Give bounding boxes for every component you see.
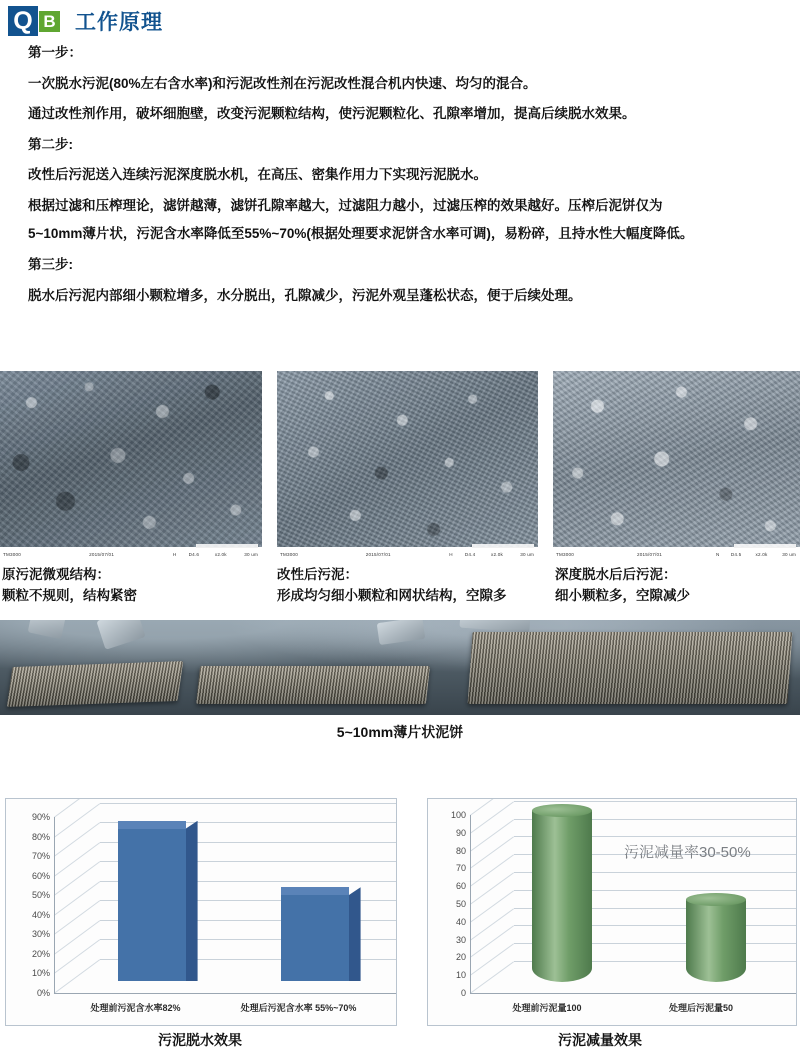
chart-caption-row (0, 1030, 800, 1056)
chart-y-tick-label: 90 (455, 827, 466, 838)
chart-depth-line (54, 959, 101, 994)
chart-y-tick-label: 20 (455, 952, 466, 963)
chart-y-tick-label: 0% (36, 988, 50, 998)
sem-image-2 (277, 371, 538, 561)
sem-scale-1: 30 um (244, 552, 258, 557)
chart-depth-line (470, 943, 515, 976)
chart-y-tick-label: 30 (455, 934, 466, 945)
chart-bar-body (686, 899, 746, 982)
chart-depth-line (54, 861, 101, 896)
sem-mode-3: N (716, 552, 720, 557)
chart-dewatering (5, 798, 397, 1026)
chart-depth-line (54, 940, 101, 975)
chart-depth-line (470, 819, 515, 852)
chart-bar-side (349, 887, 361, 981)
chart-y-tick-label: 70 (455, 863, 466, 874)
sem-caption-2-line-1: 改性后污泥： (277, 567, 358, 582)
sem-caption-1-line-2: 颗粒不规则，结构紧密 (2, 587, 137, 603)
chart-y-tick-label: 70% (31, 851, 50, 862)
chart-y-tick-label: 0 (460, 988, 466, 998)
sem-infobar-1 (0, 548, 262, 561)
body-text (28, 43, 773, 316)
chart-y-tick-label: 30% (31, 929, 50, 940)
chart-bar-top (686, 893, 746, 906)
sem-infobar-2 (277, 548, 538, 561)
chart-depth-line (470, 961, 515, 994)
sem-mode-1: H (172, 552, 177, 557)
sem-caption-3-line-1: 深度脱水后后污泥： (555, 567, 677, 582)
sem-image-1 (0, 371, 262, 561)
chart-annotation: 污泥减量率30-50% (624, 844, 751, 861)
chart-depth-line (470, 908, 515, 941)
charts-row (0, 798, 800, 1024)
paragraph-step-1-line-1: 一次脱水污泥(80%左右含水率)和污泥改性剂在污泥改性混合机内快速、均匀的混合。 (28, 75, 537, 91)
sem-mode-2: H (449, 552, 453, 557)
chart-x-tick-label: 处理前污泥含水率82% (90, 1003, 181, 1013)
chart-y-tick-label: 20% (31, 948, 50, 959)
page-title: 工作原理 (75, 11, 163, 34)
chart-depth-line (54, 803, 101, 838)
paragraph-step-2-heading: 第二步: (28, 136, 73, 152)
chart-y-axis (54, 817, 55, 993)
sem-micrograph-3 (553, 371, 800, 547)
sem-caption-3 (555, 565, 690, 607)
sem-date-2: 2015/07/01 (365, 552, 391, 557)
chart-y-axis (470, 815, 471, 993)
sem-caption-1-line-1: 原污泥微观结构： (2, 567, 110, 582)
chart-depth-line (54, 822, 101, 857)
chart-depth-line (470, 801, 515, 834)
sem-date-1: 2015/07/01 (89, 552, 115, 557)
chart-y-tick-label: 90% (31, 812, 50, 822)
chart-bar (281, 887, 349, 981)
chart-y-tick-label: 80% (31, 831, 50, 842)
chart-depth-line (54, 900, 101, 935)
sem-caption-1 (2, 565, 137, 607)
chart-y-tick-label: 60 (455, 881, 466, 892)
paragraph-step-2-line-2: 根据过滤和压榨理论，滤饼越薄，滤饼孔隙率越大，过滤阻力越小，过滤压榨的效果越好。压榨后泥饼仅为 (28, 197, 663, 213)
sludge-cake-image (0, 620, 800, 715)
chart-depth-line (470, 799, 515, 816)
chart-y-tick-label: 40% (31, 909, 50, 920)
chart-bar (118, 821, 186, 981)
paragraph-step-1-heading: 第一步： (28, 45, 82, 60)
chart-bar-body (532, 810, 592, 982)
chart-gridline (514, 801, 796, 802)
page-header (8, 6, 163, 36)
chart-caption-left: 污泥脱水效果 (158, 1032, 242, 1048)
chart-bar-front (281, 895, 349, 981)
sem-scale-2: 30 um (520, 552, 534, 557)
chart-depth-line (470, 854, 515, 887)
chart-x-tick-label: 处理前污泥量100 (512, 1003, 582, 1013)
chart-y-tick-label: 10% (31, 968, 50, 979)
chart-y-tick-label: 50% (31, 890, 50, 901)
paragraph-step-2-line-1: 改性后污泥送入连续污泥深度脱水机，在高压、密集作用力下实现污泥脱水。 (28, 167, 487, 183)
logo-q-icon: Q (8, 6, 38, 36)
chart-y-tick-labels (428, 799, 466, 1025)
chart-y-tick-label: 40 (455, 916, 466, 927)
sem-model-1: TM3000 (3, 552, 22, 557)
sem-model-3: TM3000 (556, 552, 575, 557)
sem-mag-1: x2.0k (214, 552, 227, 557)
chart-x-tick-label: 处理后污泥含水率 55%~70% (240, 1003, 357, 1013)
paragraph-step-2-line-3: 5~10mm薄片状，污泥含水率降低至55%~70%(根据处理要求泥饼含水率可调)，易粉碎，且持水性大幅度降低。 (28, 226, 694, 242)
chart-gridline (100, 803, 396, 804)
sem-caption-3-line-2: 细小颗粒多，空隙减少 (555, 587, 690, 603)
sludge-cake-slab-2 (196, 666, 430, 704)
chart-depth-line (54, 881, 101, 916)
brand-logo (8, 6, 60, 36)
chart-depth-line (54, 842, 101, 877)
chart-y-tick-label: 80 (455, 845, 466, 856)
chart-bar (532, 804, 592, 982)
sem-wd-1: D4.6 (188, 552, 200, 557)
sem-caption-2 (277, 565, 507, 607)
paragraph-step-3-line-1: 脱水后污泥内部细小颗粒增多，水分脱出，孔隙减少，污泥外观呈蓬松状态，便于后续处理。 (28, 287, 582, 303)
sem-mag-3: x2.0k (755, 552, 768, 557)
chart-dewatering-plot (6, 799, 396, 1025)
sludge-cake-caption: 5~10mm薄片状泥饼 (336, 724, 464, 740)
paragraph-step-1-line-2: 通过改性剂作用，破坏细胞壁，改变污泥颗粒结构，使污泥颗粒化、孔隙率增加，提高后续脱水效果。 (28, 106, 636, 122)
sem-mag-2: x2.0k (491, 552, 503, 557)
sem-wd-3: D4.5 (730, 552, 742, 557)
chart-bar-front (118, 829, 186, 981)
chart-y-tick-label: 100 (450, 810, 466, 820)
chart-reduction-plot (428, 799, 796, 1025)
logo-b-icon: B (39, 11, 60, 32)
chart-bar-side (186, 821, 198, 981)
chart-bar (686, 893, 746, 982)
chart-x-tick-label: 处理后污泥量50 (668, 1003, 733, 1013)
chart-caption-right: 污泥减量效果 (558, 1032, 642, 1048)
chart-x-axis (470, 993, 796, 994)
sem-model-2: TM3000 (280, 552, 299, 557)
chart-y-tick-label: 50 (455, 899, 466, 909)
chart-reduction (427, 798, 797, 1026)
sem-wd-2: D4.4 (464, 552, 476, 557)
sem-caption-2-line-2: 形成均匀细小颗粒和网状结构，空隙多 (277, 587, 507, 603)
chart-x-axis (54, 993, 396, 994)
chart-depth-line (470, 836, 515, 869)
sem-caption-row (0, 565, 800, 617)
sludge-cake-photo (0, 620, 800, 715)
chart-depth-line (470, 872, 515, 905)
sem-date-3: 2015/07/01 (636, 552, 662, 557)
sem-micrograph-1 (0, 371, 262, 547)
sem-scale-3: 30 um (782, 552, 796, 557)
chart-depth-line (470, 890, 515, 923)
chart-bar-top (532, 804, 592, 817)
sem-micrograph-2 (277, 371, 538, 547)
sem-infobar-3 (553, 548, 800, 561)
sem-image-row (0, 371, 800, 561)
paragraph-step-3-heading: 第三步: (28, 256, 73, 272)
chart-depth-line (470, 925, 515, 958)
sludge-cake-slab-3 (467, 632, 792, 704)
chart-y-tick-labels (6, 799, 50, 1025)
chart-y-tick-label: 60% (31, 870, 50, 881)
sem-image-3 (553, 371, 800, 561)
sludge-cake-slab-1 (7, 661, 184, 707)
chart-y-tick-label: 10 (455, 970, 466, 981)
chart-depth-line (54, 920, 101, 955)
